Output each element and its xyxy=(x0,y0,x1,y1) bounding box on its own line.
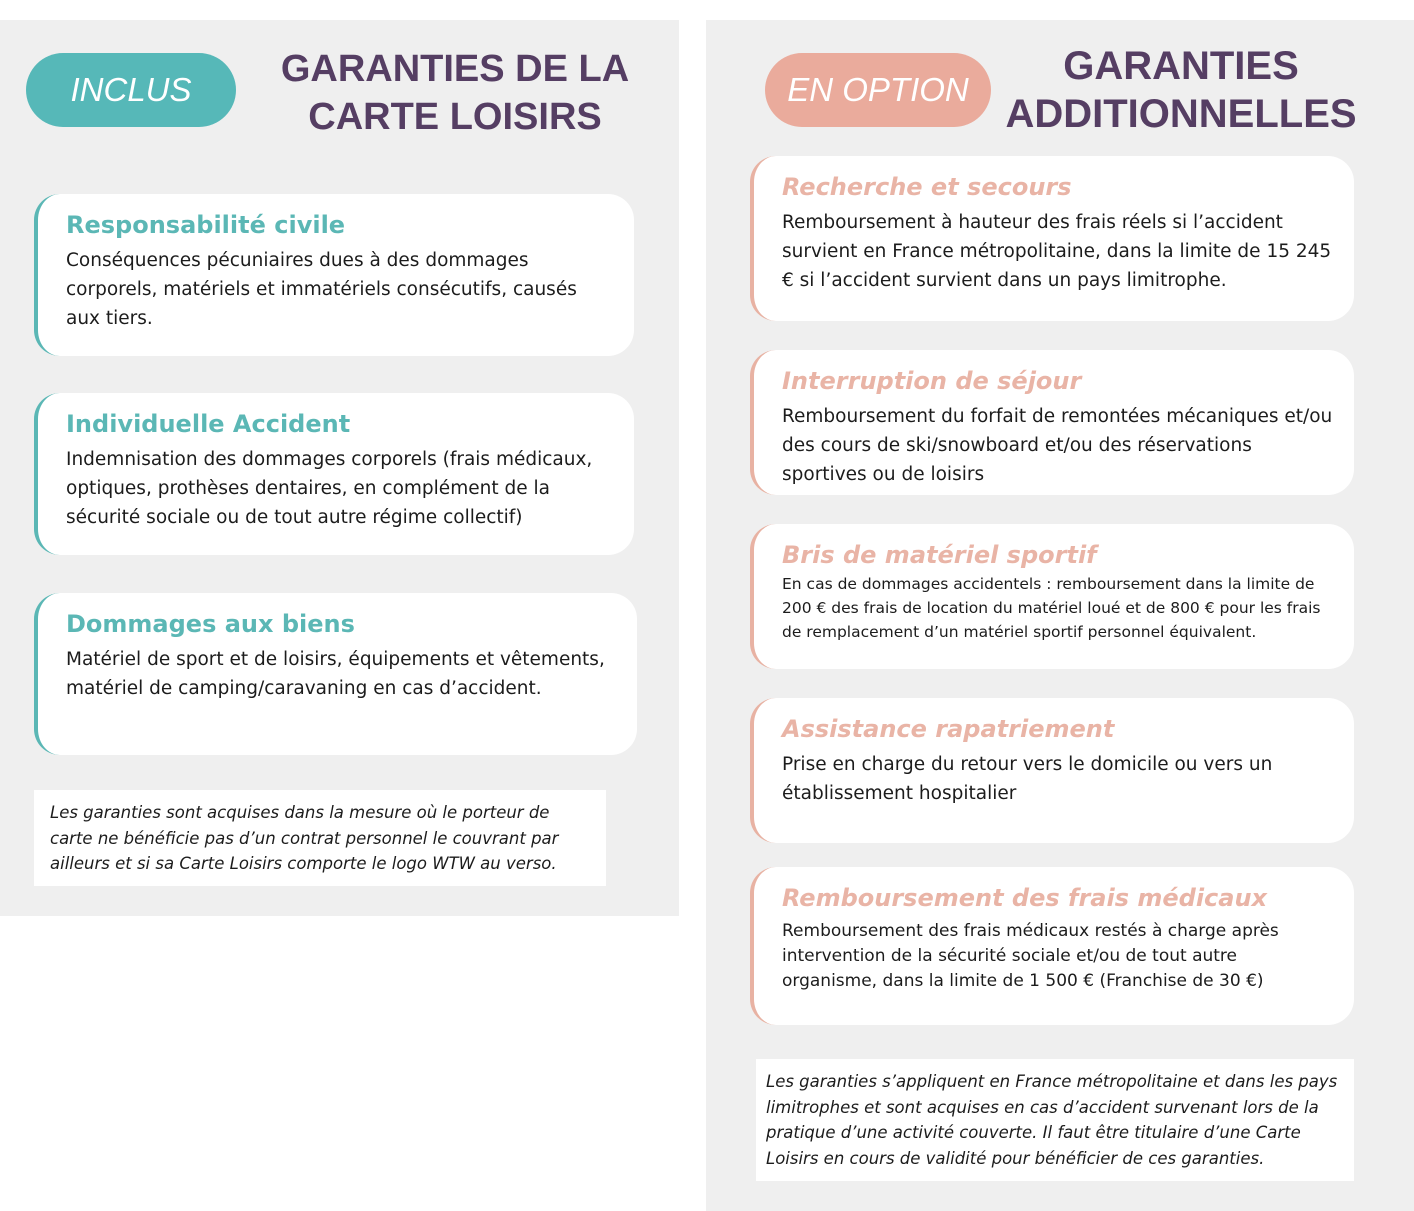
included-guarantees-panel xyxy=(0,20,679,916)
optional-heading: GARANTIES ADDITIONNELLES xyxy=(1005,44,1357,136)
included-conditions-note: Les garanties sont acquises dans la mesure où le porteur de carte ne bénéficie pas d’un contrat personnel le couvrant par ailleurs et si sa Carte Loisirs comporte le logo WTW au verso. xyxy=(34,790,606,886)
guarantee-card-sports-equipment-breakage xyxy=(750,524,1354,669)
card-description: En cas de dommages accidentels : remboursement dans la limite de 200 € des frais de location du matériel loué et de 800 € pour les frais de remplacement d’un matériel sportif personnel équivalent. xyxy=(782,575,1321,641)
guarantee-card-search-rescue xyxy=(750,156,1354,321)
guarantee-card-medical-costs xyxy=(750,867,1354,1025)
card-title: Remboursement des frais médicaux xyxy=(782,884,1268,912)
card-title: Interruption de séjour xyxy=(782,367,1082,395)
card-description: Remboursement du forfait de remontées mécaniques et/ou des cours de ski/snowboard et/ou des réservations sportives ou de loisirs xyxy=(782,406,1333,485)
card-description: Indemnisation des dommages corporels (frais médicaux, optiques, prothèses dentaires, en complément de la sécurité sociale ou de tout autre régime collectif) xyxy=(66,449,593,528)
card-description: Matériel de sport et de loisirs, équipements et vêtements, matériel de camping/caravaning en cas d’accident. xyxy=(66,649,605,699)
optional-guarantees-panel xyxy=(706,20,1414,1211)
guarantee-card-stay-interruption xyxy=(750,350,1354,495)
card-title: Assistance rapatriement xyxy=(782,715,1115,743)
guarantee-card-individual-accident xyxy=(34,393,634,555)
card-description: Conséquences pécuniaires dues à des dommages corporels, matériels et immatériels consécutifs, causés aux tiers. xyxy=(66,250,577,329)
card-title: Individuelle Accident xyxy=(66,410,351,438)
optional-badge: EN OPTION xyxy=(765,53,991,127)
included-badge: INCLUS xyxy=(26,53,236,127)
guarantee-card-civil-liability xyxy=(34,194,634,356)
guarantee-card-repatriation-assistance xyxy=(750,698,1354,843)
optional-conditions-note: Les garanties s’appliquent en France métropolitaine et dans les pays limitrophes et sont acquises en cas d’accident survenant lors de la pratique d’une activité couverte. Il faut être titulaire d’une Carte Loisirs en cours de validité pour bénéficier de ces garanties. xyxy=(756,1059,1354,1181)
card-title: Dommages aux biens xyxy=(66,610,355,638)
card-description: Prise en charge du retour vers le domicile ou vers un établissement hospitalier xyxy=(782,754,1273,804)
guarantee-card-property-damage xyxy=(34,593,637,755)
card-description: Remboursement à hauteur des frais réels si l’accident survient en France métropolitaine, dans la limite de 15 245 € si l’accident survient dans un pays limitrophe. xyxy=(782,212,1332,291)
card-description: Remboursement des frais médicaux restés à charge après intervention de la sécurité sociale et/ou de tout autre organisme, dans la limite de 1 500 € (Franchise de 30 €) xyxy=(782,921,1279,991)
card-title: Recherche et secours xyxy=(782,173,1072,201)
included-heading: GARANTIES DE LA CARTE LOISIRS xyxy=(280,48,630,138)
card-title: Responsabilité civile xyxy=(66,211,346,239)
card-title: Bris de matériel sportif xyxy=(782,541,1097,569)
